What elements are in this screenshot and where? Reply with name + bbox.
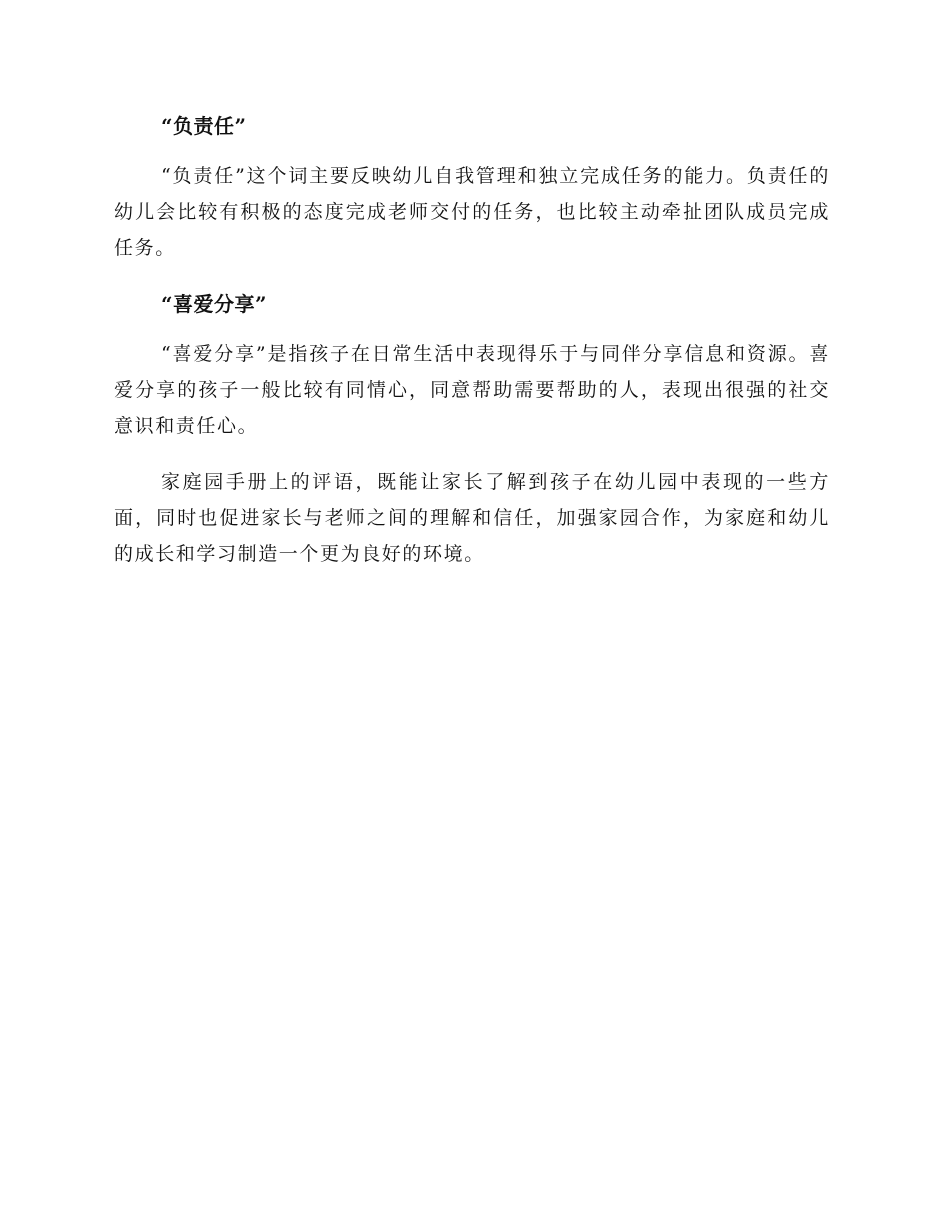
section-heading-sharing: “喜爱分享”: [161, 292, 268, 316]
section-heading-responsibility: “负责任”: [161, 114, 247, 138]
section-body-responsibility: “负责任”这个词主要反映幼儿自我管理和独立完成任务的能力。负责任的幼儿会比较有积极的态度完成老师交付的任务，也比较主动牵扯团队成员完成任务。: [114, 165, 830, 259]
section-body-sharing: “喜爱分享”是指孩子在日常生活中表现得乐于与同伴分享信息和资源。喜爱分享的孩子一般比较有同情心，同意帮助需要帮助的人，表现出很强的社交意识和责任心。: [114, 343, 830, 437]
document-page: [114, 108, 830, 592]
closing-paragraph: 家庭园手册上的评语，既能让家长了解到孩子在幼儿园中表现的一些方面，同时也促进家长与老师之间的理解和信任，加强家园合作，为家庭和幼儿的成长和学习制造一个更为良好的环境。: [114, 471, 830, 565]
